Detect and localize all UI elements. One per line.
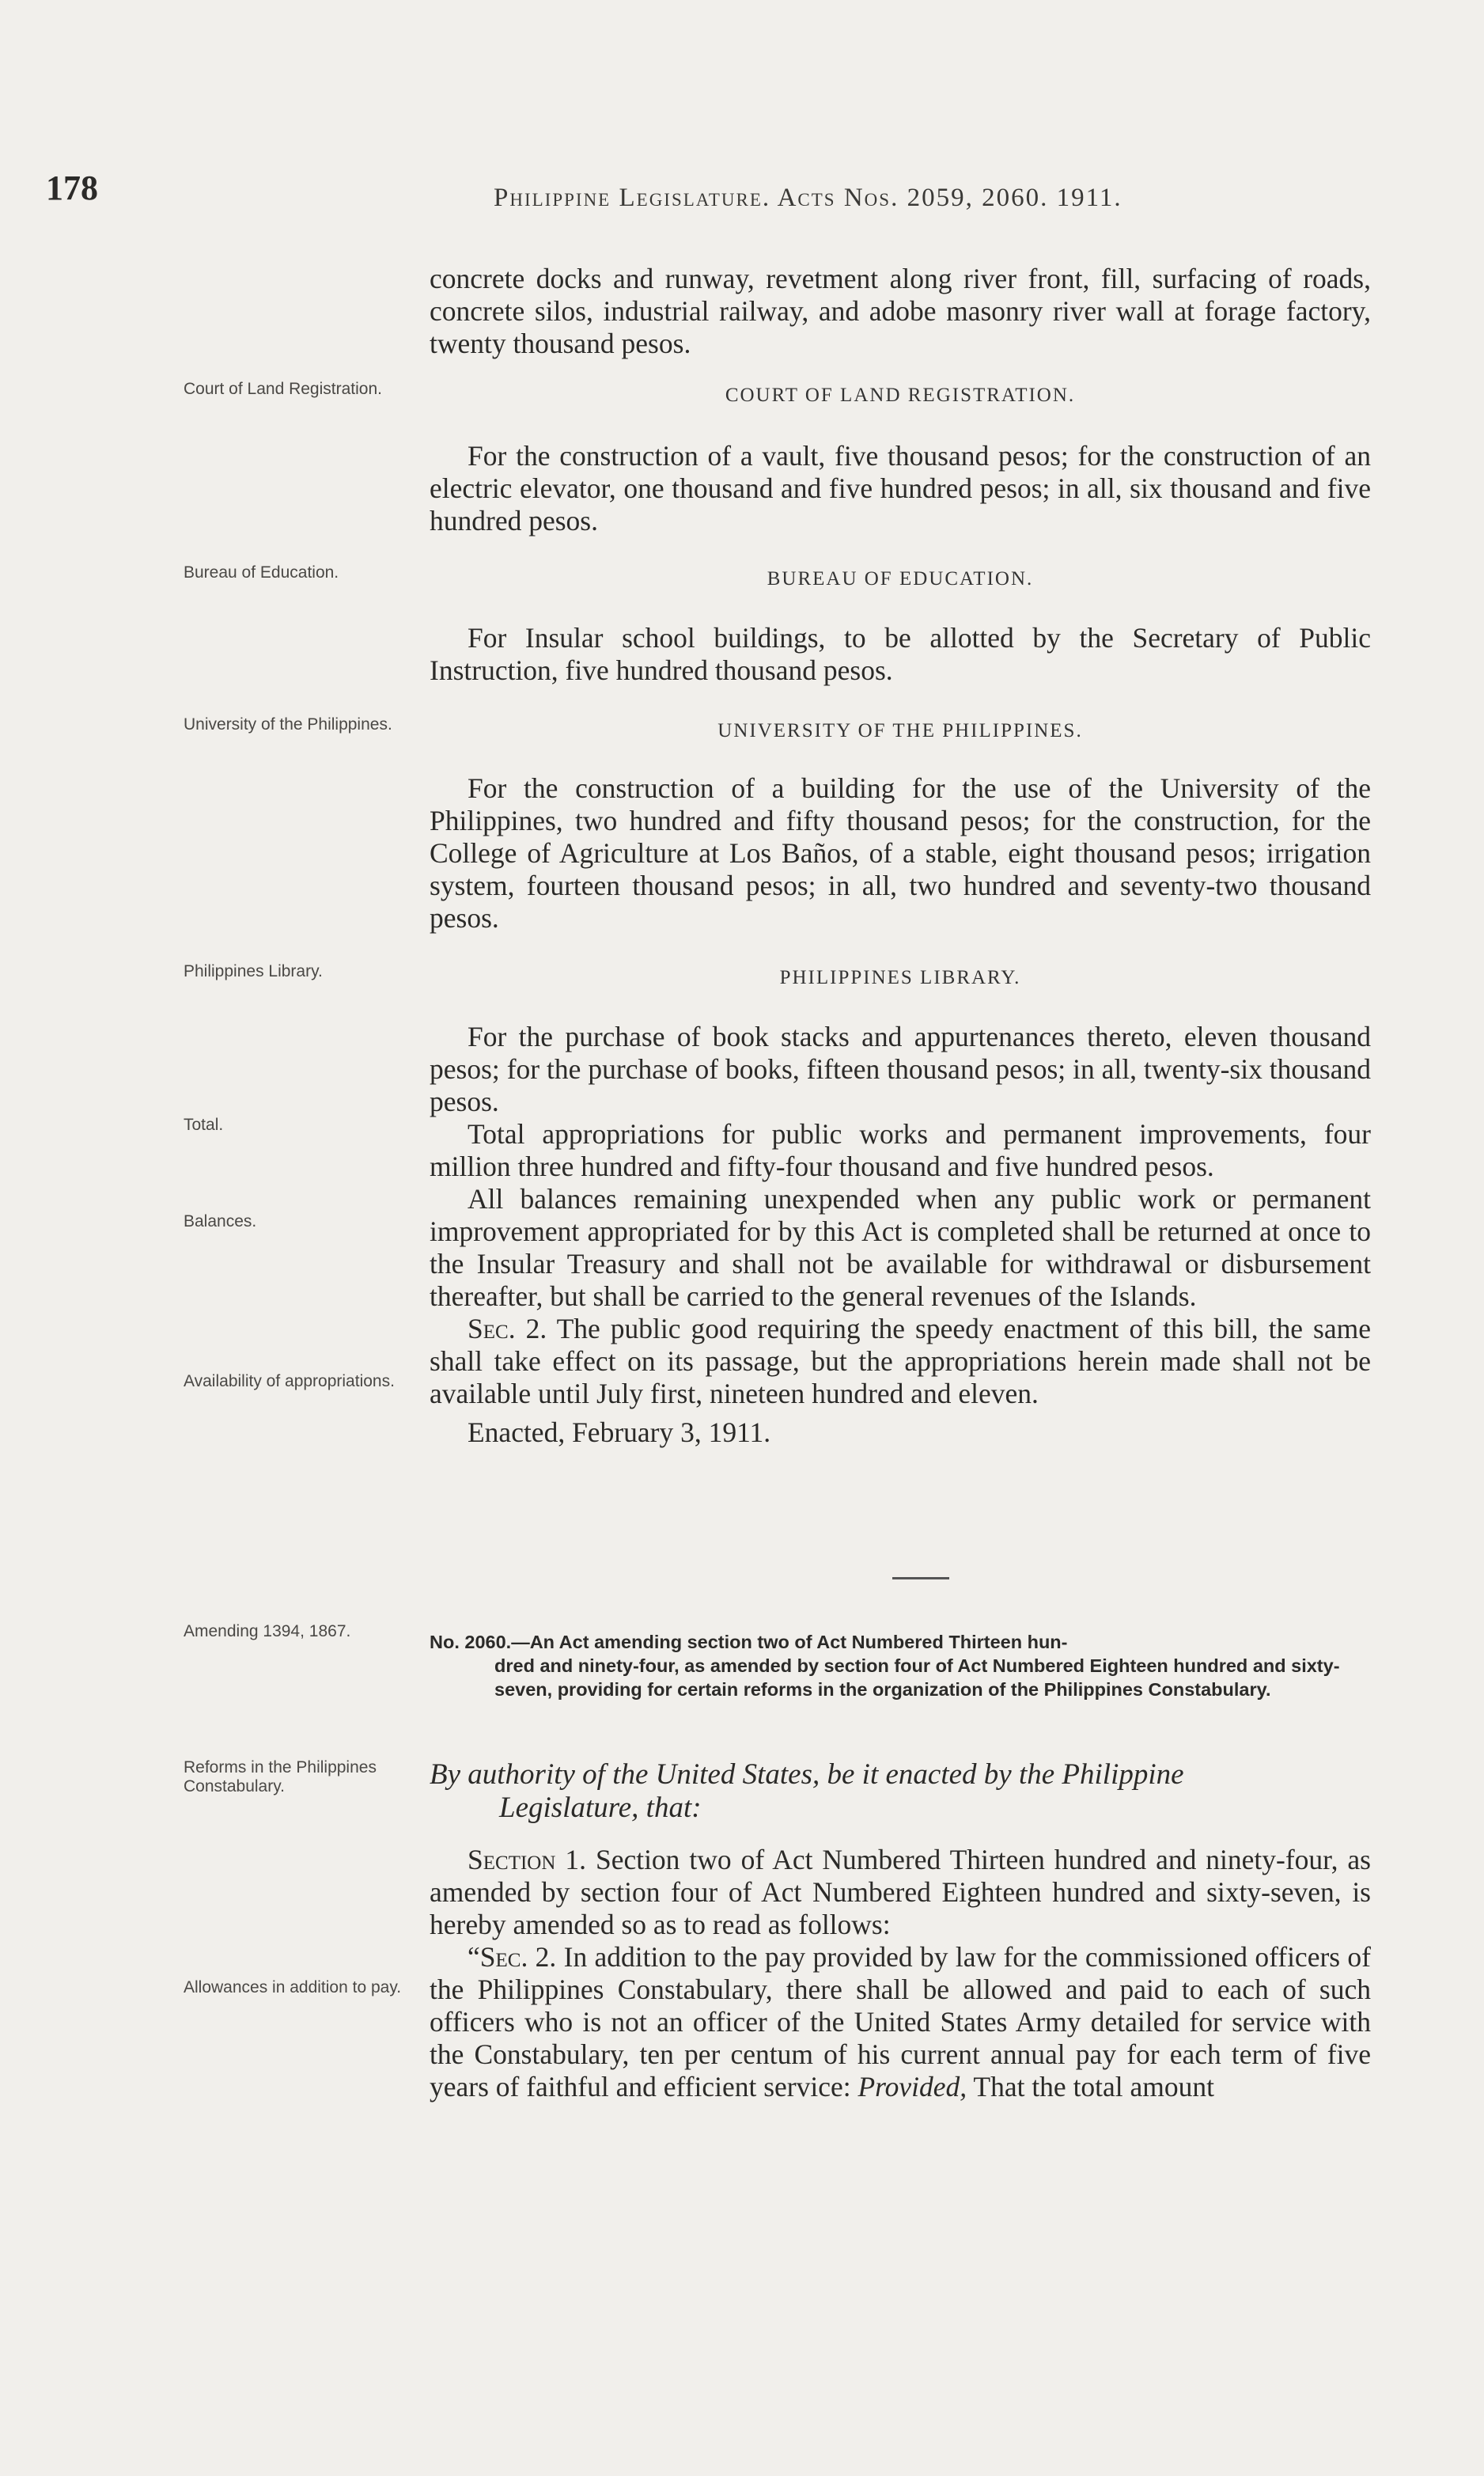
intro-paragraph bbox=[430, 263, 1371, 360]
library-text: For the purchase of book stacks and appurtenances thereto, eleven thousand pesos; for the purchase of books, fifteen thousand pesos; in all, twenty-six thousand pesos. bbox=[430, 1021, 1371, 1117]
act-title-rest: dred and ninety-four, as amended by section four of Act Numbered Eighteen hundred and sixty-seven, providing for certain reforms in the organization of the Philippines Constabulary. bbox=[494, 1655, 1340, 1700]
availability-sec-label: Sec. 2. bbox=[468, 1313, 547, 1344]
running-head: Philippine Legislature. Acts Nos. 2059, 2060. 1911. bbox=[494, 184, 1122, 212]
margin-note-availability: Availability of appropriations. bbox=[184, 1372, 395, 1390]
total-text: Total appropriations for public works and permanent improvements, four million three hundred and fifty-four thousand and five hundred pesos. bbox=[430, 1118, 1371, 1182]
heading-land: COURT OF LAND REGISTRATION. bbox=[725, 385, 1076, 406]
section-2-tail: That the total amount bbox=[967, 2071, 1215, 2103]
university-text: For the construction of a building for the use of the University of the Philippines, two hundred and fifty thousand pesos; for the construction, for the College of Agriculture at Los Baños, of a stable, eight thousand pesos; irrigation system, fourteen thousand pesos; in all, two hundred and seventy-two thousand pesos. bbox=[430, 772, 1371, 934]
section-2-paragraph bbox=[430, 1941, 1371, 2103]
act-2060-body bbox=[430, 1844, 1371, 2103]
balances-text: All balances remaining unexpended when any public work or permanent improvement appropriated for by this Act is completed shall be returned at once to the Insular Treasury and shall not be available for withdrawal or disbursement thereafter, but shall be carried to the general revenues of the Islands. bbox=[430, 1183, 1371, 1312]
heading-library: PHILIPPINES LIBRARY. bbox=[779, 967, 1021, 988]
section-1-text: Section two of Act Numbered Thirteen hundred and ninety-four, as amended by section four of Act Numbered Eighteen hundred and sixty-seven, is hereby amended so as to read as follows: bbox=[430, 1844, 1371, 1940]
section-2-text: In addition to the pay provided by law for the commissioned officers of the Philippines Constabulary, there shall be allowed and paid to each of such officers who is not an officer of the United States Army detailed for service with the Constabulary, ten per centum of his current annual pay for each term of five years of faithful and efficient service: bbox=[430, 1941, 1371, 2103]
section-divider bbox=[892, 1577, 949, 1579]
section-1-label: Section 1. bbox=[468, 1844, 586, 1875]
section-land bbox=[430, 440, 1371, 537]
enacted-date: Enacted, February 3, 1911. bbox=[468, 1416, 771, 1448]
heading-education: BUREAU OF EDUCATION. bbox=[767, 568, 1034, 590]
land-text: For the construction of a vault, five thousand pesos; for the construction of an electric elevator, one thousand and five hundred pesos; in all, six thousand and five hundred pesos. bbox=[430, 440, 1371, 537]
act-2060-title bbox=[430, 1630, 1371, 1701]
availability-text: The public good requiring the speedy enactment of this bill, the same shall take effect on its passage, but the appropriations herein made shall not be available until July first, nineteen hundred and eleven. bbox=[430, 1313, 1371, 1409]
intro-text: concrete docks and runway, revetment along river front, fill, surfacing of roads, concrete silos, industrial railway, and adobe masonry river wall at forage factory, twenty thousand pesos. bbox=[430, 263, 1371, 359]
enacting-clause bbox=[430, 1758, 1371, 1825]
availability-paragraph bbox=[430, 1313, 1371, 1410]
provided-word: Provided, bbox=[857, 2071, 967, 2103]
margin-note-allowances: Allowances in addition to pay. bbox=[184, 1978, 402, 1996]
act-number: No. 2060. bbox=[430, 1632, 512, 1652]
margin-note-reforms: Reforms in the Philippines Constabulary. bbox=[184, 1758, 377, 1795]
education-text: For Insular school buildings, to be allotted by the Secretary of Public Instruction, five hundred thousand pesos. bbox=[430, 622, 1371, 686]
enacting-line-2: Legislature, that: bbox=[499, 1792, 702, 1824]
act-title-first: —An Act amending section two of Act Numbered Thirteen hun- bbox=[511, 1632, 1068, 1652]
section-education bbox=[430, 622, 1371, 687]
margin-note-library: Philippines Library. bbox=[184, 962, 323, 980]
page-number: 178 bbox=[46, 169, 98, 207]
section-2-label: “Sec. 2. bbox=[468, 1941, 557, 1973]
margin-note-amending: Amending 1394, 1867. bbox=[184, 1622, 351, 1640]
margin-note-balances: Balances. bbox=[184, 1212, 257, 1230]
heading-university: UNIVERSITY OF THE PHILIPPINES. bbox=[717, 720, 1083, 741]
section-library bbox=[430, 1021, 1371, 1449]
margin-note-land: Court of Land Registration. bbox=[184, 380, 382, 398]
section-1-paragraph bbox=[430, 1844, 1371, 1941]
enacting-line-1: By authority of the United States, be it enacted by the Philippine bbox=[430, 1758, 1184, 1791]
margin-note-education: Bureau of Education. bbox=[184, 563, 339, 582]
margin-note-university: University of the Philippines. bbox=[184, 715, 392, 734]
margin-note-total: Total. bbox=[184, 1116, 224, 1134]
section-university bbox=[430, 772, 1371, 935]
